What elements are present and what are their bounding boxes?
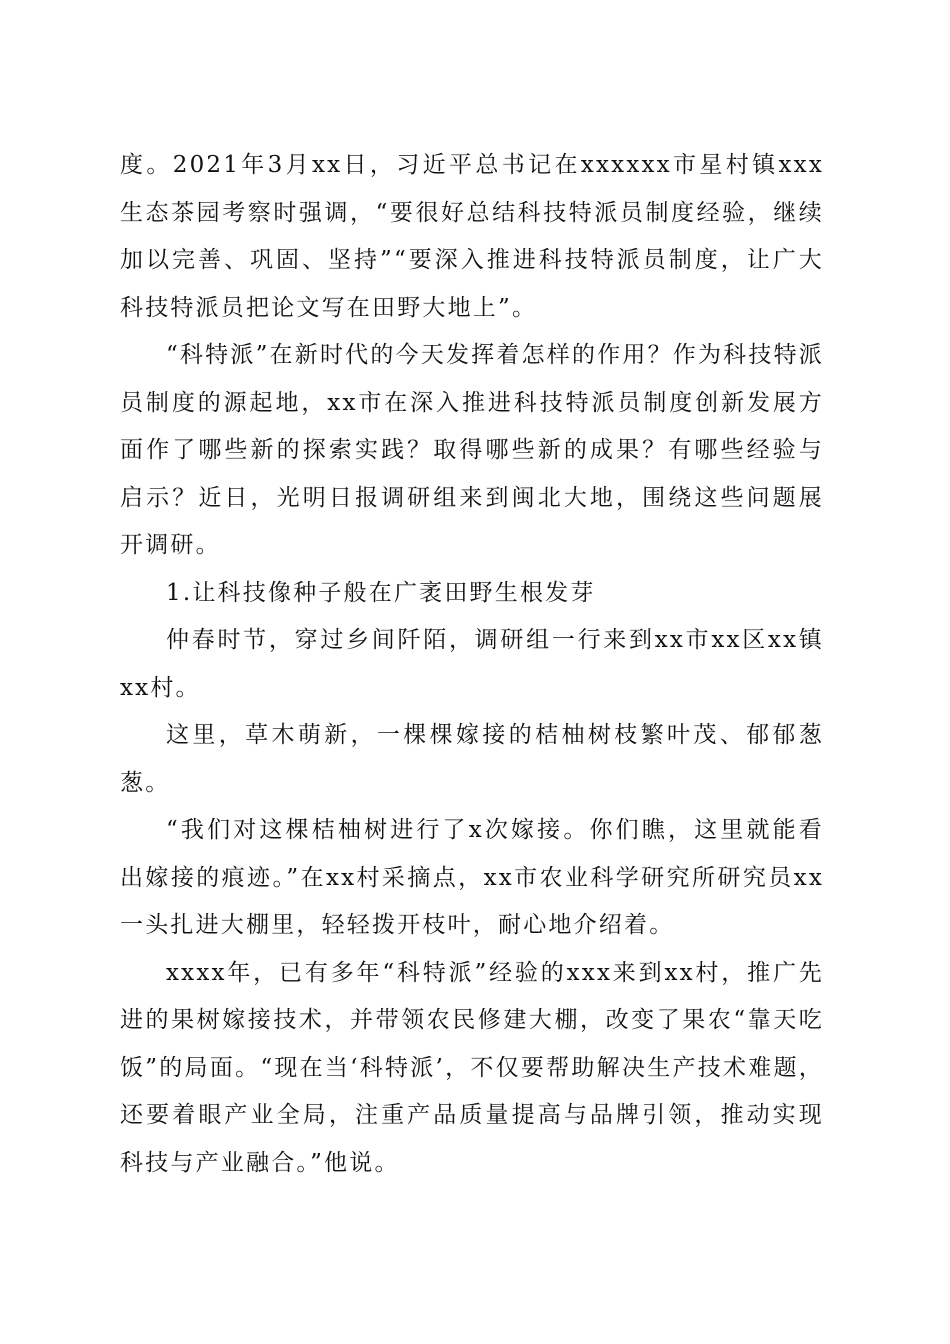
- paragraph: 仲春时节，穿过乡间阡陌，调研组一行来到xx市xx区xx镇xx村。: [120, 627, 824, 701]
- paragraph-continuation: 度。2021年3月xx日，习近平总书记在xxxxxx市星村镇xxx生态茶园考察时强调，“要很好总结科技特派员制度经验，继续加以完善、巩固、坚持”“要深入推进科技特派员制度，让广大科技特派员把论文写在田野大地上”。: [120, 152, 824, 321]
- paragraph: “科特派”在新时代的今天发挥着怎样的作用？作为科技特派员制度的源起地，xx市在深入推进科技特派员制度创新发展方面作了哪些新的探索实践？取得哪些新的成果？有哪些经验与启示？近日，光明日报调研组来到闽北大地，围绕这些问题展开调研。: [120, 342, 824, 558]
- paragraph: xxxx年，已有多年“科特派”经验的xxx来到xx村，推广先进的果树嫁接技术，并带领农民修建大棚，改变了果农“靠天吃饭”的局面。“现在当‘科特派’，不仅要帮助解决生产技术难题，还要着眼产业全局，注重产品质量提高与品牌引领，推动实现科技与产业融合。”他说。: [120, 959, 824, 1176]
- document-body: [120, 142, 824, 1187]
- section-heading: 1.让科技像种子般在广袤田野生根发芽: [166, 579, 596, 606]
- paragraph: 这里，草木萌新，一棵棵嫁接的桔柚树枝繁叶茂、郁郁葱葱。: [120, 722, 824, 796]
- paragraph: “我们对这棵桔柚树进行了x次嫁接。你们瞧，这里就能看出嫁接的痕迹。”在xx村采摘点，xx市农业科学研究所研究员xx一头扎进大棚里，轻轻拨开枝叶，耐心地介绍着。: [120, 817, 824, 938]
